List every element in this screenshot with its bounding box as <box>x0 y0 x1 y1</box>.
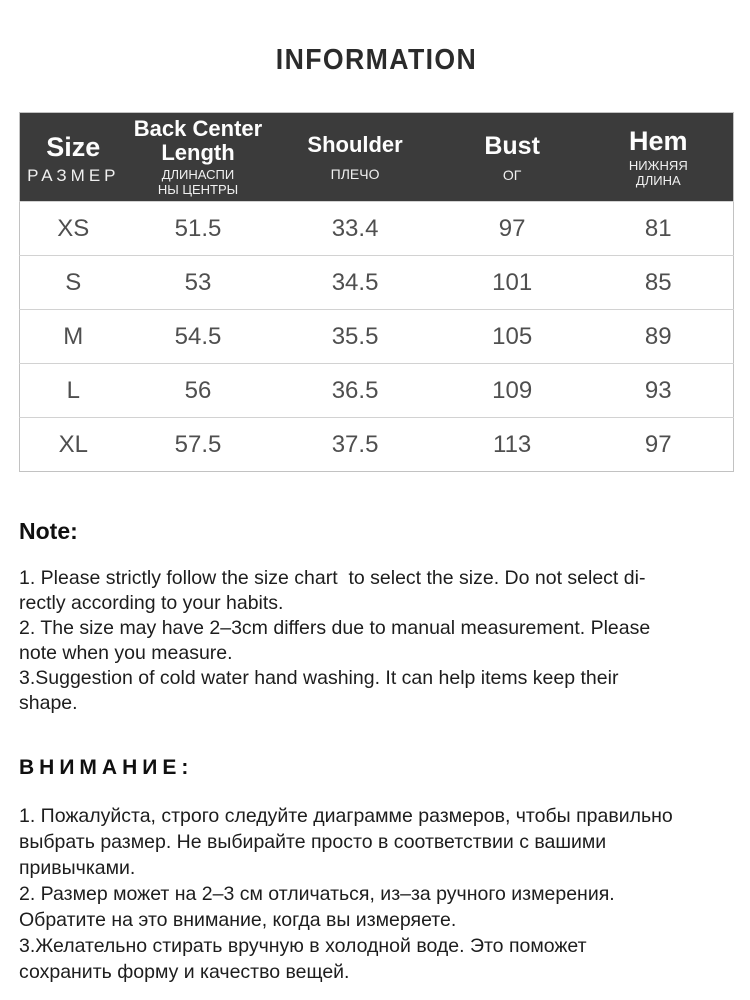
col-header-shoulder-en: Shoulder <box>307 131 403 157</box>
cell-back-center-length: 54.5 <box>127 310 270 364</box>
cell-size: XS <box>20 202 127 256</box>
attention-line: выбрать размер. Не выбирайте просто в соответствии с вашими <box>19 831 607 853</box>
table-header-row <box>20 113 734 202</box>
cell-shoulder: 33.4 <box>269 202 440 256</box>
col-header-hem-ru-line2: ДЛИНА <box>635 173 681 188</box>
table-row-l <box>20 364 734 418</box>
col-header-bcl-en-line2: Length <box>161 140 235 165</box>
cell-size: M <box>20 310 127 364</box>
cell-back-center-length: 57.5 <box>127 418 270 472</box>
attention-heading: ВНИМАНИЕ: <box>19 756 194 779</box>
col-header-hem-ru-line1: НИЖНЯЯ <box>628 158 688 173</box>
col-header-hem-en: Hem <box>629 126 688 156</box>
note-line: 2. The size may have 2–3cm differs due to manual measurement. Please <box>19 617 651 639</box>
cell-shoulder: 34.5 <box>269 256 440 310</box>
col-header-bcl-ru-line1: ДЛИНАСПИ <box>161 167 235 182</box>
cell-size: L <box>20 364 127 418</box>
note-heading: Note: <box>19 518 78 544</box>
cell-back-center-length: 53 <box>127 256 270 310</box>
cell-bust: 101 <box>441 256 584 310</box>
page-title: INFORMATION <box>275 44 478 76</box>
cell-size: XL <box>20 418 127 472</box>
note-line: note when you measure. <box>19 642 233 664</box>
col-header-shoulder <box>269 113 440 202</box>
table-row-xs <box>20 202 734 256</box>
cell-hem: 93 <box>584 364 734 418</box>
cell-bust: 97 <box>441 202 584 256</box>
col-header-bcl-ru-line2: НЫ ЦЕНТРЫ <box>157 182 239 197</box>
cell-shoulder: 35.5 <box>269 310 440 364</box>
cell-shoulder: 36.5 <box>269 364 440 418</box>
col-header-bust-en: Bust <box>484 131 540 160</box>
note-line: 1. Please strictly follow the size chart to select the size. Do not select di- <box>19 567 646 589</box>
cell-hem: 85 <box>584 256 734 310</box>
cell-hem: 89 <box>584 310 734 364</box>
cell-hem: 97 <box>584 418 734 472</box>
col-header-back-center-length <box>127 113 270 202</box>
note-line: shape. <box>19 692 78 714</box>
note-line: 3.Suggestion of cold water hand washing. It can help items keep their <box>19 667 619 689</box>
attention-line: привычками. <box>19 857 136 879</box>
size-table <box>19 112 734 472</box>
col-header-bust-ru: ОГ <box>502 166 522 183</box>
attention-line: Обратите на это внимание, когда вы измеряете. <box>19 909 457 931</box>
cell-size: S <box>20 256 127 310</box>
table-row-s <box>20 256 734 310</box>
col-header-hem <box>584 113 734 202</box>
col-header-size-ru: РАЗМЕР <box>27 165 120 185</box>
note-line: rectly according to your habits. <box>19 592 284 614</box>
cell-bust: 113 <box>441 418 584 472</box>
cell-shoulder: 37.5 <box>269 418 440 472</box>
attention-line: сохранить форму и качество вещей. <box>19 961 350 983</box>
attention-line: 1. Пожалуйста, строго следуйте диаграмме размеров, чтобы правильно <box>19 805 673 827</box>
attention-body <box>19 803 734 985</box>
col-header-shoulder-ru: ПЛЕЧО <box>330 165 380 182</box>
cell-hem: 81 <box>584 202 734 256</box>
col-header-size <box>20 113 127 202</box>
cell-back-center-length: 56 <box>127 364 270 418</box>
col-header-size-en: Size <box>46 131 101 162</box>
attention-line: 2. Размер может на 2–3 см отличаться, из–за ручного измерения. <box>19 883 615 905</box>
col-header-bcl-en-line1: Back Center <box>133 116 263 141</box>
col-header-bust <box>441 113 584 202</box>
table-row-m <box>20 310 734 364</box>
cell-bust: 105 <box>441 310 584 364</box>
cell-back-center-length: 51.5 <box>127 202 270 256</box>
cell-bust: 109 <box>441 364 584 418</box>
note-body <box>19 566 734 716</box>
table-row-xl <box>20 418 734 472</box>
attention-line: 3.Желательно стирать вручную в холодной воде. Это поможет <box>19 935 587 957</box>
